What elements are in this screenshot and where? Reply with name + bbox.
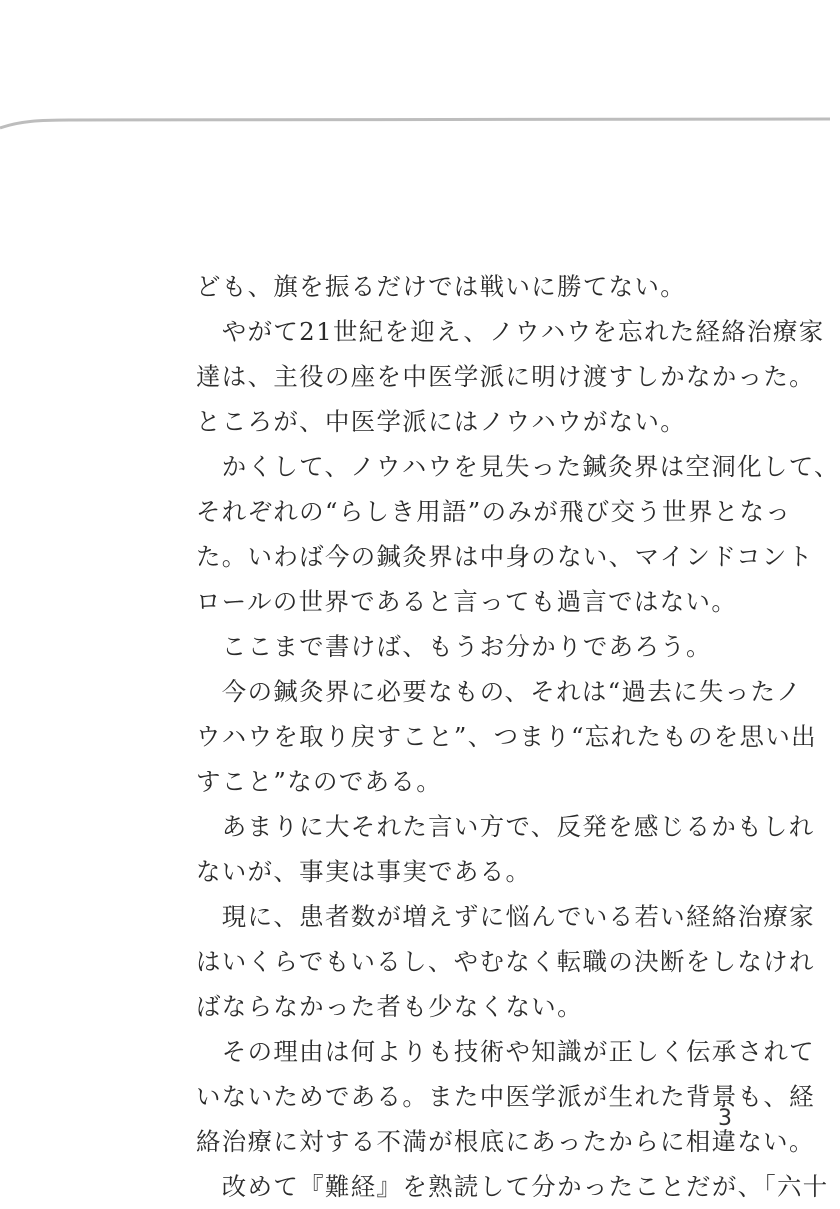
text-line: 今の鍼灸界に必要なもの、それは“過去に失ったノ (196, 677, 803, 706)
text-line: かくして、ノウハウを見失った鍼灸界は空洞化して、 (196, 452, 840, 481)
text-line: ところが、中医学派にはノウハウがない。 (196, 407, 687, 436)
text-line: ここまで書けば、もうお分かりであろう。 (196, 632, 712, 661)
text-line: あまりに大それた言い方で、反発を感じるかもしれ (196, 812, 815, 841)
text-line: 絡治療に対する不満が根底にあったからに相違ない。 (196, 1127, 815, 1156)
body-text (196, 264, 840, 1209)
header-rule (0, 118, 830, 130)
text-line: ないが、事実は事実である。 (196, 857, 532, 886)
text-line: ロールの世界であると言っても過言ではない。 (196, 587, 738, 616)
text-line: ウハウを取り戻すこと”、つまり“忘れたものを思い出 (196, 722, 817, 751)
text-line: すこと”なのである。 (196, 767, 442, 796)
text-line: 改めて『難経』を熟読して分かったことだが、「六十 (196, 1172, 829, 1201)
text-line: その理由は何よりも技術や知識が正しく伝承されて (196, 1037, 815, 1066)
text-line: それぞれの“らしき用語”のみが飛び交う世界となっ (196, 497, 792, 526)
text-line: いないためである。また中医学派が生れた背景も、経 (196, 1082, 815, 1111)
text-line: やがて21世紀を迎え、ノウハウを忘れた経絡治療家 (196, 317, 825, 346)
text-line: ども、旗を振るだけでは戦いに勝てない。 (196, 272, 687, 301)
text-line: ばならなかった者も少なくない。 (196, 992, 583, 1021)
text-line: はいくらでもいるし、やむなく転職の決断をしなけれ (196, 947, 815, 976)
text-line: 達は、主役の座を中医学派に明け渡すしかなかった。 (196, 362, 815, 391)
text-line: た。いわば今の鍼灸界は中身のない、マインドコント (196, 542, 814, 571)
text-line: 現に、患者数が増えずに悩んでいる若い経絡治療家 (196, 902, 815, 931)
page-number: 3 (718, 1106, 732, 1131)
